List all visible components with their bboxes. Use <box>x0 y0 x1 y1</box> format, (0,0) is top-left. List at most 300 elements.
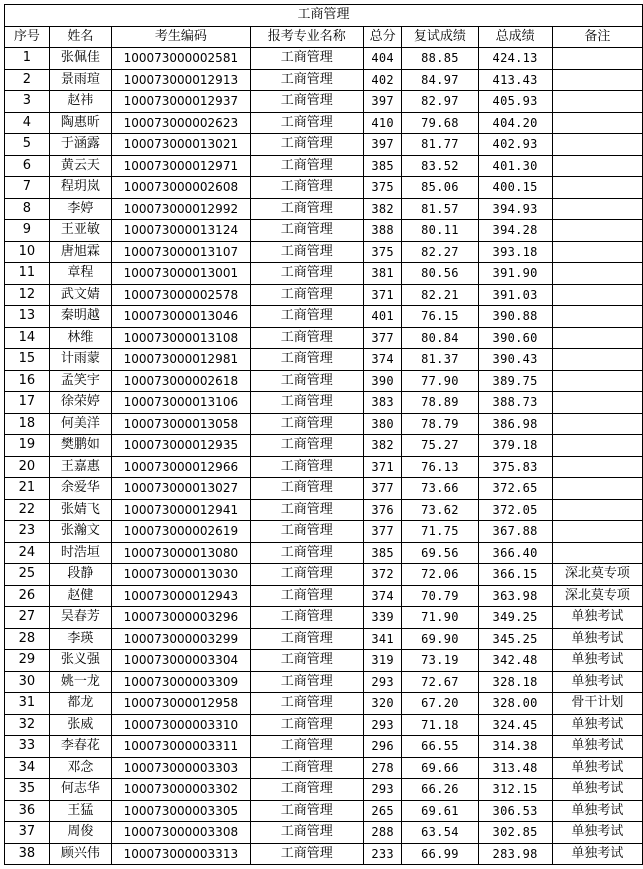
major-name: 工商管理 <box>250 585 364 607</box>
exam-id: 100073000003299 <box>112 628 250 650</box>
major-name: 工商管理 <box>250 757 364 779</box>
table-row <box>5 220 643 242</box>
student-name: 赵健 <box>49 585 111 607</box>
final-score: 375.83 <box>478 456 552 478</box>
total-score: 265 <box>364 800 402 822</box>
remark <box>552 112 642 134</box>
table-row <box>5 542 643 564</box>
total-score: 319 <box>364 650 402 672</box>
retest-score: 70.79 <box>402 585 478 607</box>
remark <box>552 413 642 435</box>
table-row <box>5 48 643 70</box>
remark: 单独考试 <box>552 843 642 865</box>
final-score: 394.93 <box>478 198 552 220</box>
total-score: 382 <box>364 435 402 457</box>
total-score: 375 <box>364 177 402 199</box>
total-score: 320 <box>364 693 402 715</box>
exam-id: 100073000002618 <box>112 370 250 392</box>
remark <box>552 220 642 242</box>
exam-id: 100073000012943 <box>112 585 250 607</box>
final-score: 424.13 <box>478 48 552 70</box>
remark: 单独考试 <box>552 714 642 736</box>
exam-id: 100073000003313 <box>112 843 250 865</box>
major-name: 工商管理 <box>250 263 364 285</box>
table-row <box>5 134 643 156</box>
final-score: 342.48 <box>478 650 552 672</box>
table-row <box>5 564 643 586</box>
student-name: 邓念 <box>49 757 111 779</box>
remark: 单独考试 <box>552 628 642 650</box>
table-row <box>5 435 643 457</box>
student-name: 王嘉惠 <box>49 456 111 478</box>
row-index: 4 <box>5 112 50 134</box>
total-score: 374 <box>364 585 402 607</box>
table-row <box>5 112 643 134</box>
student-name: 李春花 <box>49 736 111 758</box>
major-name: 工商管理 <box>250 91 364 113</box>
row-index: 12 <box>5 284 50 306</box>
final-score: 393.18 <box>478 241 552 263</box>
total-score: 288 <box>364 822 402 844</box>
table-row <box>5 241 643 263</box>
total-score: 402 <box>364 69 402 91</box>
table-row <box>5 693 643 715</box>
exam-id: 100073000013108 <box>112 327 250 349</box>
major-name: 工商管理 <box>250 456 364 478</box>
row-index: 32 <box>5 714 50 736</box>
row-index: 22 <box>5 499 50 521</box>
student-name: 张瀚文 <box>49 521 111 543</box>
col-header-final: 总成绩 <box>478 26 552 48</box>
major-name: 工商管理 <box>250 306 364 328</box>
major-name: 工商管理 <box>250 220 364 242</box>
exam-id: 100073000003311 <box>112 736 250 758</box>
major-name: 工商管理 <box>250 650 364 672</box>
student-name: 张佩佳 <box>49 48 111 70</box>
student-name: 李婷 <box>49 198 111 220</box>
exam-id: 100073000003309 <box>112 671 250 693</box>
retest-score: 82.21 <box>402 284 478 306</box>
row-index: 11 <box>5 263 50 285</box>
retest-score: 80.11 <box>402 220 478 242</box>
student-name: 何美洋 <box>49 413 111 435</box>
row-index: 19 <box>5 435 50 457</box>
final-score: 306.53 <box>478 800 552 822</box>
student-name: 程玥岚 <box>49 177 111 199</box>
final-score: 367.88 <box>478 521 552 543</box>
table-row <box>5 757 643 779</box>
final-score: 391.03 <box>478 284 552 306</box>
student-name: 何志华 <box>49 779 111 801</box>
final-score: 366.40 <box>478 542 552 564</box>
row-index: 25 <box>5 564 50 586</box>
row-index: 18 <box>5 413 50 435</box>
final-score: 379.18 <box>478 435 552 457</box>
final-score: 312.15 <box>478 779 552 801</box>
retest-score: 82.97 <box>402 91 478 113</box>
student-name: 周俊 <box>49 822 111 844</box>
exam-id: 100073000013021 <box>112 134 250 156</box>
total-score: 380 <box>364 413 402 435</box>
exam-id: 100073000013030 <box>112 564 250 586</box>
exam-id: 100073000003310 <box>112 714 250 736</box>
row-index: 6 <box>5 155 50 177</box>
row-index: 26 <box>5 585 50 607</box>
total-score: 377 <box>364 478 402 500</box>
remark <box>552 327 642 349</box>
exam-id: 100073000003303 <box>112 757 250 779</box>
remark: 骨干计划 <box>552 693 642 715</box>
student-name: 黄云天 <box>49 155 111 177</box>
exam-id: 100073000002623 <box>112 112 250 134</box>
retest-score: 71.75 <box>402 521 478 543</box>
major-name: 工商管理 <box>250 478 364 500</box>
table-row <box>5 628 643 650</box>
exam-id: 100073000003305 <box>112 800 250 822</box>
total-score: 293 <box>364 671 402 693</box>
total-score: 390 <box>364 370 402 392</box>
row-index: 31 <box>5 693 50 715</box>
major-name: 工商管理 <box>250 564 364 586</box>
major-name: 工商管理 <box>250 48 364 70</box>
row-index: 29 <box>5 650 50 672</box>
student-name: 李瑛 <box>49 628 111 650</box>
student-name: 孟笑宇 <box>49 370 111 392</box>
remark: 单独考试 <box>552 650 642 672</box>
remark <box>552 263 642 285</box>
retest-score: 81.37 <box>402 349 478 371</box>
remark <box>552 284 642 306</box>
final-score: 283.98 <box>478 843 552 865</box>
major-name: 工商管理 <box>250 327 364 349</box>
student-name: 徐荣婷 <box>49 392 111 414</box>
table-row <box>5 800 643 822</box>
student-name: 时浩垣 <box>49 542 111 564</box>
exam-id: 100073000003304 <box>112 650 250 672</box>
table-row <box>5 456 643 478</box>
retest-score: 82.27 <box>402 241 478 263</box>
remark <box>552 69 642 91</box>
table-row <box>5 349 643 371</box>
major-name: 工商管理 <box>250 542 364 564</box>
final-score: 345.25 <box>478 628 552 650</box>
remark <box>552 370 642 392</box>
remark <box>552 241 642 263</box>
retest-score: 63.54 <box>402 822 478 844</box>
total-score: 404 <box>364 48 402 70</box>
major-name: 工商管理 <box>250 155 364 177</box>
remark: 单独考试 <box>552 822 642 844</box>
final-score: 349.25 <box>478 607 552 629</box>
total-score: 376 <box>364 499 402 521</box>
table-row <box>5 779 643 801</box>
row-index: 8 <box>5 198 50 220</box>
col-header-exam-id: 考生编码 <box>112 26 250 48</box>
retest-score: 71.90 <box>402 607 478 629</box>
remark <box>552 435 642 457</box>
major-name: 工商管理 <box>250 349 364 371</box>
retest-score: 73.62 <box>402 499 478 521</box>
retest-score: 73.19 <box>402 650 478 672</box>
exam-id: 100073000013124 <box>112 220 250 242</box>
col-header-index: 序号 <box>5 26 50 48</box>
row-index: 14 <box>5 327 50 349</box>
total-score: 296 <box>364 736 402 758</box>
row-index: 20 <box>5 456 50 478</box>
student-name: 秦明越 <box>49 306 111 328</box>
final-score: 401.30 <box>478 155 552 177</box>
retest-score: 78.79 <box>402 413 478 435</box>
final-score: 372.65 <box>478 478 552 500</box>
total-score: 397 <box>364 134 402 156</box>
col-header-remark: 备注 <box>552 26 642 48</box>
table-row <box>5 392 643 414</box>
major-name: 工商管理 <box>250 714 364 736</box>
col-header-major: 报考专业名称 <box>250 26 364 48</box>
exam-id: 100073000013046 <box>112 306 250 328</box>
table-title: 工商管理 <box>5 5 643 27</box>
retest-score: 76.13 <box>402 456 478 478</box>
final-score: 404.20 <box>478 112 552 134</box>
total-score: 410 <box>364 112 402 134</box>
row-index: 16 <box>5 370 50 392</box>
total-score: 383 <box>364 392 402 414</box>
major-name: 工商管理 <box>250 413 364 435</box>
final-score: 390.43 <box>478 349 552 371</box>
col-header-retest: 复试成绩 <box>402 26 478 48</box>
total-score: 377 <box>364 521 402 543</box>
table-row <box>5 263 643 285</box>
remark <box>552 349 642 371</box>
retest-score: 66.55 <box>402 736 478 758</box>
row-index: 1 <box>5 48 50 70</box>
retest-score: 72.06 <box>402 564 478 586</box>
final-score: 328.00 <box>478 693 552 715</box>
total-score: 381 <box>364 263 402 285</box>
table-row <box>5 91 643 113</box>
major-name: 工商管理 <box>250 69 364 91</box>
student-name: 计雨蒙 <box>49 349 111 371</box>
student-name: 张义强 <box>49 650 111 672</box>
row-index: 35 <box>5 779 50 801</box>
col-header-total: 总分 <box>364 26 402 48</box>
remark <box>552 392 642 414</box>
student-name: 张威 <box>49 714 111 736</box>
exam-id: 100073000012913 <box>112 69 250 91</box>
exam-id: 100073000003296 <box>112 607 250 629</box>
major-name: 工商管理 <box>250 134 364 156</box>
remark <box>552 48 642 70</box>
major-name: 工商管理 <box>250 693 364 715</box>
exam-id: 100073000002608 <box>112 177 250 199</box>
final-score: 413.43 <box>478 69 552 91</box>
final-score: 400.15 <box>478 177 552 199</box>
major-name: 工商管理 <box>250 843 364 865</box>
total-score: 293 <box>364 714 402 736</box>
retest-score: 69.56 <box>402 542 478 564</box>
student-name: 段静 <box>49 564 111 586</box>
remark: 单独考试 <box>552 736 642 758</box>
table-row <box>5 736 643 758</box>
remark: 单独考试 <box>552 607 642 629</box>
retest-score: 77.90 <box>402 370 478 392</box>
student-name: 林维 <box>49 327 111 349</box>
major-name: 工商管理 <box>250 628 364 650</box>
exam-id: 100073000012937 <box>112 91 250 113</box>
retest-score: 84.97 <box>402 69 478 91</box>
final-score: 366.15 <box>478 564 552 586</box>
major-name: 工商管理 <box>250 521 364 543</box>
student-name: 姚一龙 <box>49 671 111 693</box>
student-name: 景雨瑄 <box>49 69 111 91</box>
student-name: 章程 <box>49 263 111 285</box>
row-index: 23 <box>5 521 50 543</box>
final-score: 390.60 <box>478 327 552 349</box>
exam-id: 100073000012966 <box>112 456 250 478</box>
major-name: 工商管理 <box>250 671 364 693</box>
retest-score: 76.15 <box>402 306 478 328</box>
row-index: 33 <box>5 736 50 758</box>
row-index: 38 <box>5 843 50 865</box>
table-row <box>5 822 643 844</box>
exam-id: 100073000003308 <box>112 822 250 844</box>
exam-id: 100073000012935 <box>112 435 250 457</box>
final-score: 314.38 <box>478 736 552 758</box>
row-index: 36 <box>5 800 50 822</box>
major-name: 工商管理 <box>250 198 364 220</box>
row-index: 21 <box>5 478 50 500</box>
final-score: 388.73 <box>478 392 552 414</box>
exam-id: 100073000013080 <box>112 542 250 564</box>
exam-id: 100073000002619 <box>112 521 250 543</box>
total-score: 339 <box>364 607 402 629</box>
final-score: 405.93 <box>478 91 552 113</box>
table-row <box>5 413 643 435</box>
total-score: 375 <box>364 241 402 263</box>
total-score: 371 <box>364 456 402 478</box>
remark: 单独考试 <box>552 757 642 779</box>
final-score: 386.98 <box>478 413 552 435</box>
row-index: 3 <box>5 91 50 113</box>
final-score: 402.93 <box>478 134 552 156</box>
retest-score: 85.06 <box>402 177 478 199</box>
exam-id: 100073000013058 <box>112 413 250 435</box>
major-name: 工商管理 <box>250 370 364 392</box>
exam-id: 100073000002581 <box>112 48 250 70</box>
row-index: 37 <box>5 822 50 844</box>
retest-score: 78.89 <box>402 392 478 414</box>
row-index: 24 <box>5 542 50 564</box>
table-row <box>5 521 643 543</box>
row-index: 9 <box>5 220 50 242</box>
total-score: 377 <box>364 327 402 349</box>
total-score: 293 <box>364 779 402 801</box>
table-row <box>5 69 643 91</box>
table-row <box>5 650 643 672</box>
row-index: 28 <box>5 628 50 650</box>
exam-id: 100073000012941 <box>112 499 250 521</box>
total-score: 388 <box>364 220 402 242</box>
major-name: 工商管理 <box>250 822 364 844</box>
retest-score: 66.26 <box>402 779 478 801</box>
retest-score: 80.56 <box>402 263 478 285</box>
remark <box>552 198 642 220</box>
row-index: 2 <box>5 69 50 91</box>
retest-score: 69.66 <box>402 757 478 779</box>
total-score: 372 <box>364 564 402 586</box>
remark <box>552 542 642 564</box>
student-name: 于涵露 <box>49 134 111 156</box>
student-name: 吴春芳 <box>49 607 111 629</box>
table-row <box>5 714 643 736</box>
major-name: 工商管理 <box>250 392 364 414</box>
total-score: 382 <box>364 198 402 220</box>
exam-id: 100073000013027 <box>112 478 250 500</box>
retest-score: 80.84 <box>402 327 478 349</box>
student-name: 唐旭霖 <box>49 241 111 263</box>
retest-score: 79.68 <box>402 112 478 134</box>
retest-score: 88.85 <box>402 48 478 70</box>
admission-score-table <box>4 4 643 865</box>
table-row <box>5 177 643 199</box>
table-row <box>5 198 643 220</box>
major-name: 工商管理 <box>250 736 364 758</box>
final-score: 328.18 <box>478 671 552 693</box>
student-name: 王亚敏 <box>49 220 111 242</box>
retest-score: 73.66 <box>402 478 478 500</box>
major-name: 工商管理 <box>250 177 364 199</box>
exam-id: 100073000013107 <box>112 241 250 263</box>
table-row <box>5 155 643 177</box>
total-score: 385 <box>364 155 402 177</box>
retest-score: 72.67 <box>402 671 478 693</box>
row-index: 15 <box>5 349 50 371</box>
exam-id: 100073000013001 <box>112 263 250 285</box>
remark <box>552 521 642 543</box>
remark: 单独考试 <box>552 800 642 822</box>
major-name: 工商管理 <box>250 435 364 457</box>
exam-id: 100073000013106 <box>112 392 250 414</box>
exam-id: 100073000012992 <box>112 198 250 220</box>
retest-score: 71.18 <box>402 714 478 736</box>
major-name: 工商管理 <box>250 800 364 822</box>
retest-score: 81.57 <box>402 198 478 220</box>
row-index: 17 <box>5 392 50 414</box>
remark <box>552 499 642 521</box>
total-score: 371 <box>364 284 402 306</box>
final-score: 394.28 <box>478 220 552 242</box>
student-name: 陶惠昕 <box>49 112 111 134</box>
final-score: 302.85 <box>478 822 552 844</box>
remark: 单独考试 <box>552 671 642 693</box>
table-row <box>5 327 643 349</box>
row-index: 7 <box>5 177 50 199</box>
major-name: 工商管理 <box>250 499 364 521</box>
col-header-name: 姓名 <box>49 26 111 48</box>
remark <box>552 177 642 199</box>
remark <box>552 91 642 113</box>
retest-score: 69.61 <box>402 800 478 822</box>
remark: 深北莫专项 <box>552 564 642 586</box>
retest-score: 81.77 <box>402 134 478 156</box>
student-name: 顾兴伟 <box>49 843 111 865</box>
table-row <box>5 671 643 693</box>
major-name: 工商管理 <box>250 241 364 263</box>
major-name: 工商管理 <box>250 779 364 801</box>
total-score: 401 <box>364 306 402 328</box>
total-score: 341 <box>364 628 402 650</box>
exam-id: 100073000002578 <box>112 284 250 306</box>
